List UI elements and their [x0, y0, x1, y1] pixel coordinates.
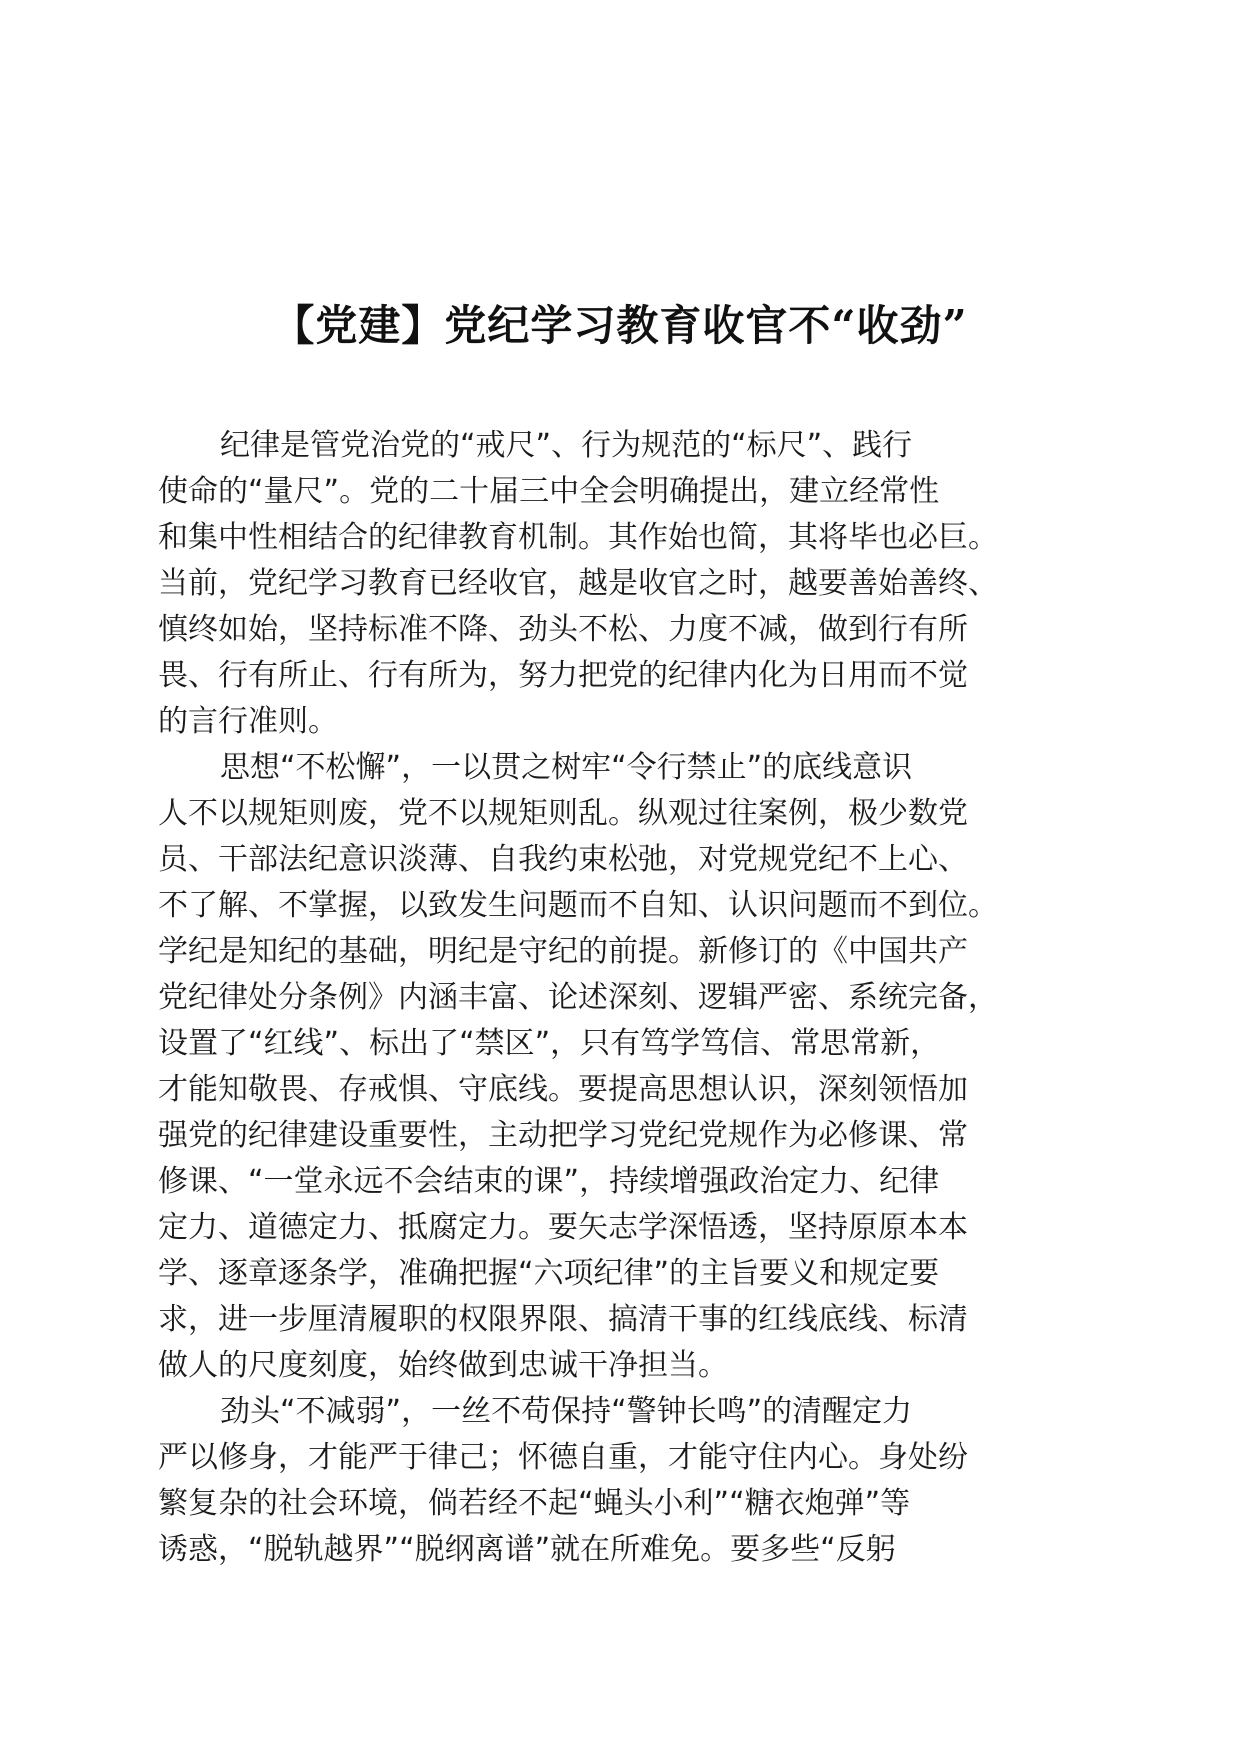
text-line: 才能知敬畏、存戒惧、守底线。要提高思想认识，深刻领悟加	[158, 1072, 968, 1107]
text-line: 设置了“红线”、标出了“禁区”，只有笃学笃信、常思常新，	[158, 1026, 941, 1061]
text-line: 做人的尺度刻度，始终做到忠诚干净担当。	[158, 1348, 728, 1383]
text-line: 学、逐章逐条学，准确把握“六项纪律”的主旨要义和规定要	[158, 1256, 940, 1291]
text-line: 使命的“量尺”。党的二十届三中全会明确提出，建立经常性	[158, 474, 940, 509]
section-heading-line: 劲头“不减弱”，一丝不苟保持“警钟长鸣”的清醒定力	[220, 1394, 913, 1429]
text-line: 不了解、不掌握，以致发生问题而不自知、认识问题而不到位。	[158, 888, 998, 923]
text-line: 慎终如始，坚持标准不降、劲头不松、力度不减，做到行有所	[158, 612, 968, 647]
text-line: 求，进一步厘清履职的权限界限、搞清干事的红线底线、标清	[158, 1302, 968, 1337]
section-heading-line: 思想“不松懈”，一以贯之树牢“令行禁止”的底线意识	[220, 750, 913, 785]
text-line: 和集中性相结合的纪律教育机制。其作始也简，其将毕也必巨。	[158, 520, 998, 555]
text-line: 纪律是管党治党的“戒尺”、行为规范的“标尺”、践行	[220, 428, 913, 463]
document-title: 【党建】党纪学习教育收官不“收劲”	[272, 301, 968, 350]
text-line: 强党的纪律建设重要性，主动把学习党纪党规作为必修课、常	[158, 1118, 968, 1153]
text-line: 党纪律处分条例》内涵丰富、论述深刻、逻辑严密、系统完备，	[158, 980, 998, 1015]
text-line: 修课、“一堂永远不会结束的课”，持续增强政治定力、纪律	[158, 1164, 940, 1199]
text-line: 当前，党纪学习教育已经收官，越是收官之时，越要善始善终、	[158, 566, 998, 601]
text-line: 的言行准则。	[158, 704, 338, 739]
text-line: 繁复杂的社会环境，倘若经不起“蝇头小利”“糖衣炮弹”等	[158, 1486, 911, 1521]
document-body	[158, 423, 1088, 1573]
text-line: 畏、行有所止、行有所为，努力把党的纪律内化为日用而不觉	[158, 658, 968, 693]
text-line: 严以修身，才能严于律己；怀德自重，才能守住内心。身处纷	[158, 1440, 968, 1475]
text-line: 定力、道德定力、抵腐定力。要矢志学深悟透，坚持原原本本	[158, 1210, 968, 1245]
text-line: 人不以规矩则废，党不以规矩则乱。纵观过往案例，极少数党	[158, 796, 968, 831]
text-line: 诱惑，“脱轨越界”“脱纲离谱”就在所难免。要多些“反躬	[158, 1532, 896, 1567]
text-line: 员、干部法纪意识淡薄、自我约束松弛，对党规党纪不上心、	[158, 842, 968, 877]
text-line: 学纪是知纪的基础，明纪是守纪的前提。新修订的《中国共产	[158, 934, 968, 969]
